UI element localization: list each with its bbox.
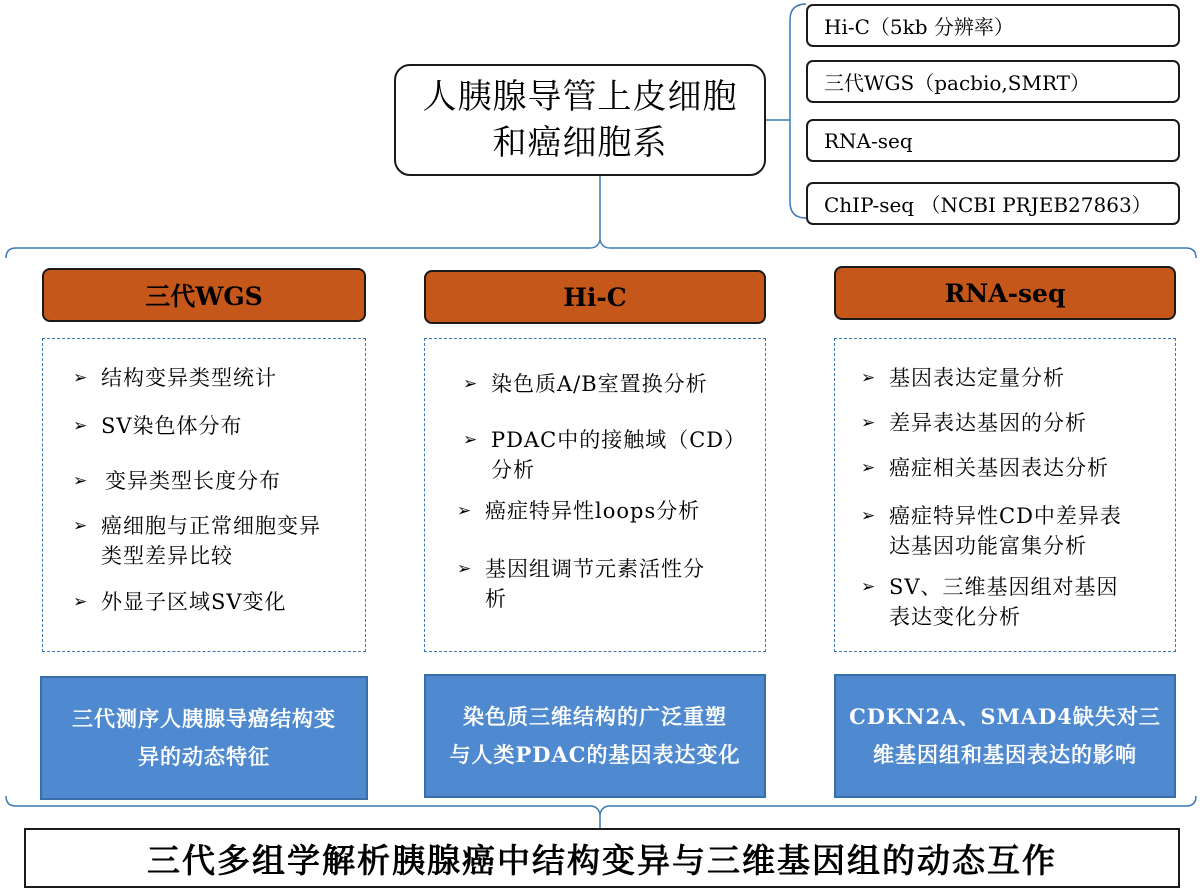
list-item — [861, 408, 1087, 438]
arrow-bullet-icon: ➢ — [73, 471, 89, 491]
root-title-line-1: 人胰腺导管上皮细胞 — [422, 77, 738, 117]
result-text-line: 三代测序人胰腺导癌结构变 — [72, 706, 336, 731]
list-item — [463, 425, 746, 485]
analysis-list-wgs — [42, 338, 366, 652]
dataset-bracket — [790, 4, 806, 218]
arrow-bullet-icon: ➢ — [457, 559, 473, 579]
result-text-line: CDKN2A、SMAD4缺失对三 — [849, 704, 1161, 729]
list-item-text: 癌症特异性CD中差异表 — [889, 504, 1122, 528]
result-text-line: 与人类PDAC的基因表达变化 — [449, 742, 741, 767]
dataset-wgs: 三代WGS（pacbio,SMRT） — [806, 60, 1180, 103]
list-item — [463, 369, 708, 399]
arrow-bullet-icon: ➢ — [463, 430, 479, 450]
dataset-hic: Hi-C（5kb 分辨率） — [806, 4, 1180, 47]
arrow-bullet-icon: ➢ — [73, 416, 89, 436]
list-item-text: 染色质A/B室置换分析 — [491, 372, 708, 396]
list-item-text: SV染色体分布 — [101, 414, 243, 438]
top-brace — [6, 240, 1196, 258]
list-item — [861, 572, 1119, 632]
list-item-text: 基因组调节元素活性分 — [485, 557, 705, 581]
list-item — [73, 363, 277, 393]
column-header-hic: Hi-C — [424, 270, 766, 324]
analysis-list-hic — [424, 338, 766, 652]
list-item-text: 类型差异比较 — [101, 544, 233, 568]
list-item — [457, 496, 700, 526]
arrow-bullet-icon: ➢ — [861, 458, 877, 478]
list-item-text: 变异类型长度分布 — [105, 469, 281, 493]
list-item-text: 差异表达基因的分析 — [889, 411, 1087, 435]
list-item — [861, 501, 1122, 561]
list-item — [861, 453, 1109, 483]
arrow-bullet-icon: ➢ — [457, 501, 473, 521]
arrow-bullet-icon: ➢ — [73, 516, 89, 536]
arrow-bullet-icon: ➢ — [861, 368, 877, 388]
result-text-line: 异的动态特征 — [138, 744, 270, 769]
list-item — [457, 554, 705, 614]
arrow-bullet-icon: ➢ — [73, 592, 89, 612]
arrow-bullet-icon: ➢ — [73, 368, 89, 388]
result-box-hic — [424, 674, 766, 798]
list-item-text: 表达变化分析 — [889, 605, 1021, 629]
result-text-line: 染色质三维结构的广泛重塑 — [462, 704, 727, 729]
list-item-text: 外显子区域SV变化 — [101, 590, 287, 614]
analysis-list-rnaseq — [834, 338, 1176, 652]
list-item — [861, 363, 1065, 393]
result-box-wgs — [40, 676, 368, 800]
arrow-bullet-icon: ➢ — [861, 506, 877, 526]
dataset-chipseq: ChIP-seq （NCBI PRJEB27863） — [806, 182, 1180, 225]
list-item-text: 癌症特异性loops分析 — [485, 499, 701, 523]
list-item-text: SV、三维基因组对基因 — [889, 575, 1119, 599]
root-node — [394, 64, 766, 176]
list-item — [73, 511, 321, 571]
list-item-text: PDAC中的接触域（CD） — [491, 428, 747, 452]
list-item-text: 结构变异类型统计 — [101, 366, 277, 390]
list-item-text: 达基因功能富集分析 — [889, 534, 1087, 558]
conclusion-title: 三代多组学解析胰腺癌中结构变异与三维基因组的动态互作 — [24, 828, 1180, 888]
list-item — [73, 466, 281, 496]
result-box-rnaseq — [834, 674, 1176, 798]
dataset-rnaseq: RNA-seq — [806, 119, 1180, 162]
list-item-text: 癌细胞与正常细胞变异 — [101, 514, 321, 538]
result-text-line: 维基因组和基因表达的影响 — [873, 742, 1137, 767]
root-title-line-2: 和癌细胞系 — [492, 123, 668, 163]
arrow-bullet-icon: ➢ — [861, 577, 877, 597]
list-item — [73, 587, 287, 617]
list-item-text: 分析 — [491, 458, 535, 482]
arrow-bullet-icon: ➢ — [463, 374, 479, 394]
column-header-wgs: 三代WGS — [42, 268, 366, 322]
list-item-text: 析 — [485, 587, 507, 611]
arrow-bullet-icon: ➢ — [861, 413, 877, 433]
list-item-text: 癌症相关基因表达分析 — [889, 456, 1109, 480]
list-item-text: 基因表达定量分析 — [889, 366, 1065, 390]
column-header-rnaseq: RNA-seq — [834, 266, 1176, 320]
list-item — [73, 411, 243, 441]
